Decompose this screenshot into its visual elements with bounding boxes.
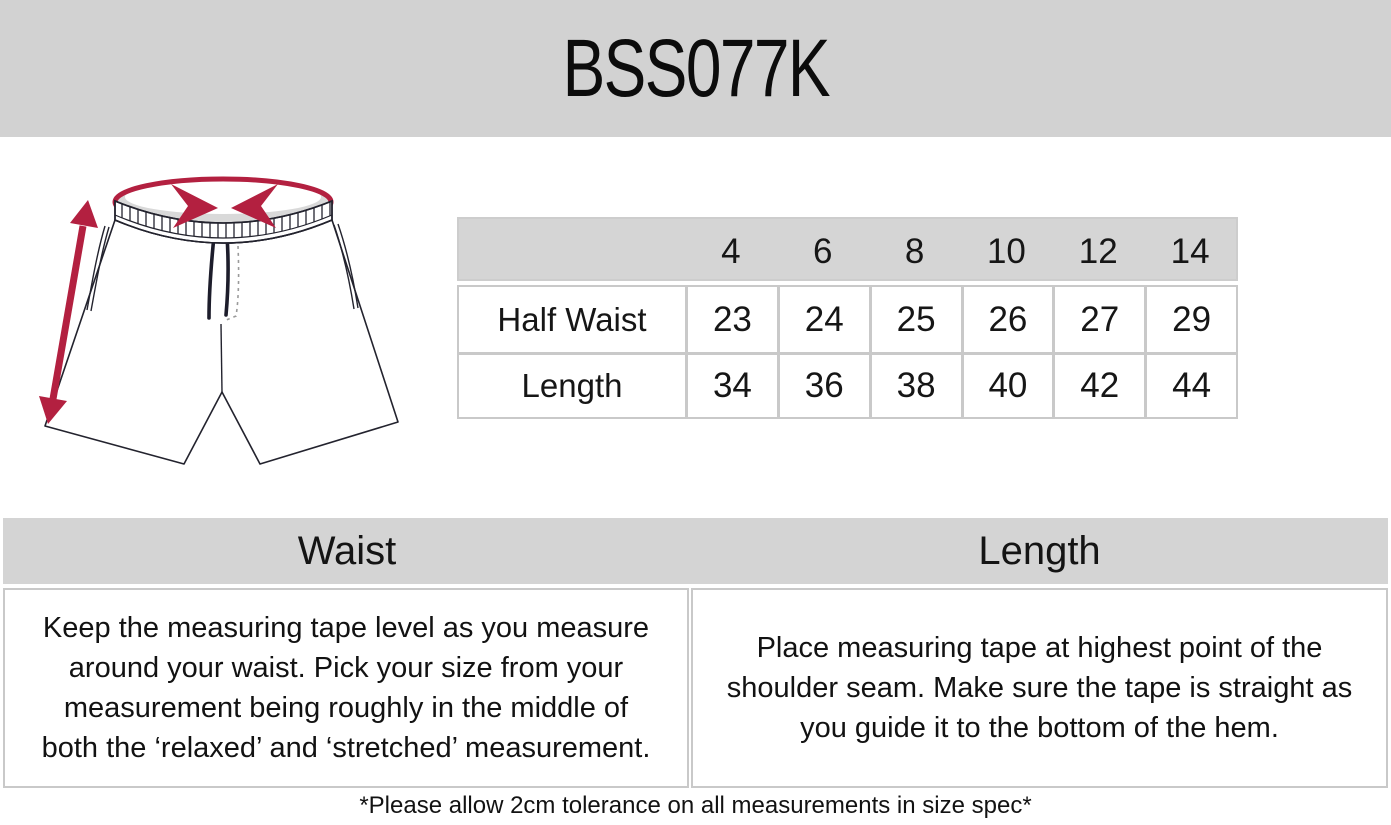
guide-box-length [691, 588, 1388, 788]
title-bar [0, 0, 1391, 137]
size-table-corner-cell [459, 219, 685, 284]
guide-box-waist [3, 588, 689, 788]
table-cell: 29 [1144, 287, 1236, 352]
guide-text-length: Place measuring tape at highest point of the shoulder seam. Make sure the tape is straight as you guide it to the bottom of the hem. [726, 632, 1353, 744]
size-col-header: 14 [1170, 231, 1210, 271]
table-row-half-waist [459, 287, 1236, 352]
table-cell: 40 [961, 352, 1053, 417]
guide-header-bar [3, 518, 1388, 584]
table-cell: 44 [1144, 352, 1236, 417]
guide-title-waist: Waist [297, 528, 397, 573]
table-cell: 26 [961, 287, 1053, 352]
row-label: Length [459, 352, 685, 417]
size-col-header: 10 [986, 231, 1026, 271]
guide-title-length: Length [978, 528, 1101, 573]
table-cell: 42 [1052, 352, 1144, 417]
table-cell: 25 [869, 287, 961, 352]
table-row-length [459, 352, 1236, 417]
table-cell: 27 [1052, 287, 1144, 352]
shorts-diagram [22, 158, 446, 503]
table-cell: 23 [685, 287, 777, 352]
tolerance-footnote: *Please allow 2cm tolerance on all measurements in size spec* [359, 792, 1032, 819]
size-col-header: 6 [813, 231, 833, 271]
size-col-header: 8 [904, 231, 925, 271]
size-table [457, 217, 1238, 419]
page-title: BSS077K [562, 22, 829, 114]
row-label: Half Waist [459, 287, 685, 352]
size-col-header: 4 [721, 231, 741, 271]
table-cell: 24 [777, 287, 869, 352]
table-cell: 36 [777, 352, 869, 417]
table-cell: 38 [869, 352, 961, 417]
guide-text-waist: Keep the measuring tape level as you measure around your waist. Pick your size from your measurement being roughly in the middle of both the ‘relaxed’ and ‘stretched’ measurement. [41, 612, 651, 764]
table-cell: 34 [685, 352, 777, 417]
size-col-header: 12 [1078, 231, 1118, 271]
size-table-body [457, 285, 1238, 419]
size-table-header-row [457, 217, 1238, 281]
